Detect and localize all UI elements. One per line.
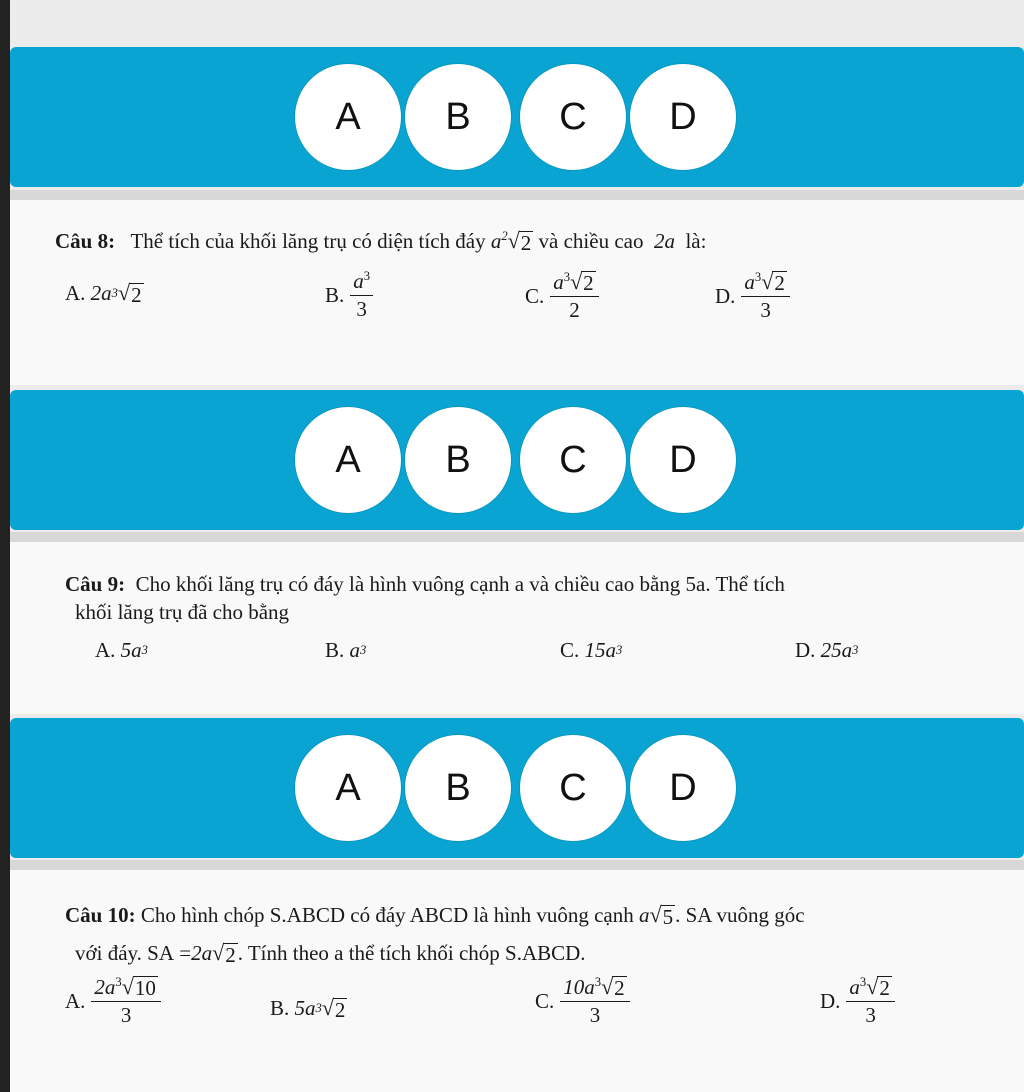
option-b-button[interactable]: B: [405, 735, 511, 841]
option-a-button[interactable]: A: [295, 64, 401, 170]
question-10-text: Câu 10: Cho hình chóp S.ABCD có đáy ABCD là hình vuông cạnh a √ 5 . SA vuông góc: [65, 902, 805, 930]
answer-b[interactable]: B. a 3: [325, 638, 367, 662]
question-10-text-line2: với đáy. SA =2a √ 2 . Tính theo a thể tích khối chóp S.ABCD.: [75, 940, 586, 968]
answer-band-1: [10, 47, 1024, 187]
math-expression: 2a: [653, 229, 675, 253]
answer-band-2: [10, 390, 1024, 530]
answer-b[interactable]: B. $\frac{a^3}{3}$: [325, 270, 373, 321]
question-label: Câu 8:: [55, 229, 116, 253]
answer-c[interactable]: C. $a^3$ √ 2 2: [525, 270, 599, 322]
answer-c[interactable]: C. $10a^3$ √ 2 3: [535, 975, 630, 1027]
question-text: Cho khối lăng trụ có đáy là hình vuông cạnh a và chiều cao bằng 5a. Thể tích: [135, 572, 785, 596]
option-a-button[interactable]: A: [295, 735, 401, 841]
answer-c[interactable]: C. 15a 3: [560, 638, 623, 662]
question-label: Câu 10:: [65, 903, 136, 927]
math-expression: a: [639, 903, 650, 927]
question-text: . SA vuông góc: [675, 903, 805, 927]
math-sqrt: √ 2: [507, 228, 532, 256]
answer-d[interactable]: D. 25a 3: [795, 638, 859, 662]
question-9-text: [65, 572, 785, 597]
answer-a[interactable]: A. 2a 3 √ 2: [65, 280, 142, 307]
answer-b[interactable]: B. 5a 3 √ 2: [270, 995, 346, 1022]
option-d-button[interactable]: D: [630, 64, 736, 170]
question-text: và chiều cao: [538, 229, 644, 253]
answer-a[interactable]: A. $2a^3$ √ 10 3: [65, 975, 161, 1027]
answer-a[interactable]: A. 5a 3: [95, 638, 148, 662]
option-b-button[interactable]: B: [405, 407, 511, 513]
question-8-text: [55, 228, 706, 254]
option-c-button[interactable]: C: [520, 64, 626, 170]
option-d-button[interactable]: D: [630, 735, 736, 841]
question-text: Cho hình chóp S.ABCD có đáy ABCD là hình vuông cạnh: [140, 903, 634, 927]
answer-d[interactable]: D. $a^3$ √ 2 3: [820, 975, 895, 1027]
question-10: [10, 870, 1024, 1092]
option-c-button[interactable]: C: [520, 735, 626, 841]
option-c-button[interactable]: C: [520, 407, 626, 513]
option-d-button[interactable]: D: [630, 407, 736, 513]
answer-d[interactable]: D. $a^3$ √ 2 3: [715, 270, 790, 322]
question-8: [10, 200, 1024, 385]
left-edge-bar: [0, 0, 10, 1092]
question-9: [10, 542, 1024, 714]
question-text: Thể tích của khối lăng trụ có diện tích đáy: [130, 229, 486, 253]
option-a-button[interactable]: A: [295, 407, 401, 513]
math-expression: $a^2$: [490, 229, 508, 253]
question-9-text-line2: khối lăng trụ đã cho bằng: [75, 600, 290, 624]
answer-band-3: [10, 718, 1024, 858]
option-b-button[interactable]: B: [405, 64, 511, 170]
question-label: Câu 9:: [65, 572, 126, 596]
question-text: là:: [685, 229, 707, 253]
